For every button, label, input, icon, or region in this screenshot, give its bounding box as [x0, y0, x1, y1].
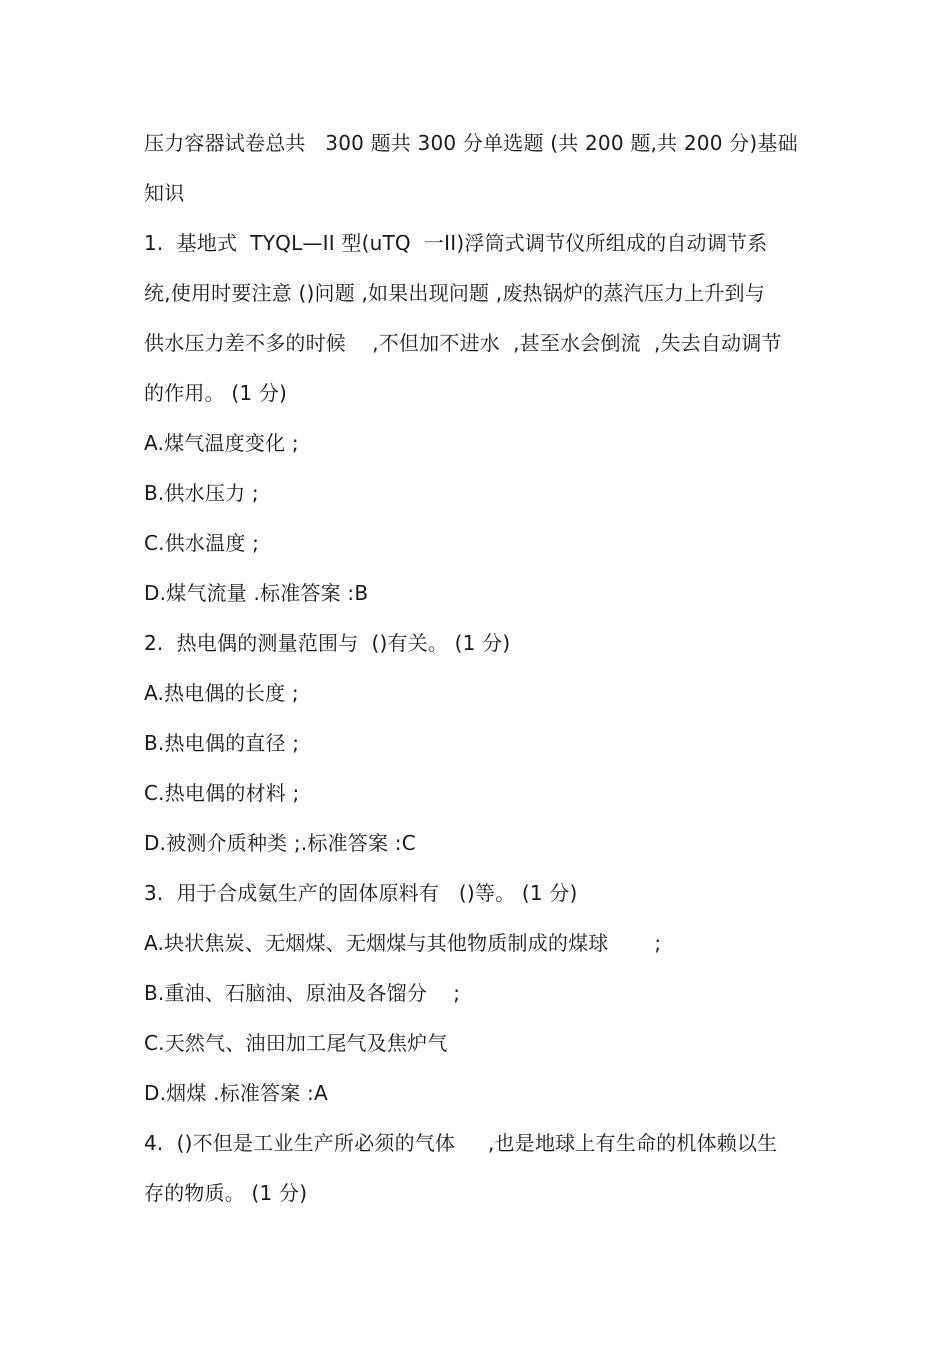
question-2-option-d-answer: D.被测介质种类 ;.标准答案 :C [144, 831, 416, 855]
question-4-text: 4. ()不但是工业生产所必须的气体 ,也是地球上有生命的机体赖以生 [144, 1131, 778, 1155]
question-1-option-c: C.供水温度 ; [144, 531, 260, 555]
title-line: 压力容器试卷总共 300 题共 300 分单选题 (共 200 题,共 200 分)基础 [144, 131, 798, 155]
question-1-text: 的作用。 (1 分) [144, 381, 288, 405]
question-3-option-d-answer: D.烟煤 .标准答案 :A [144, 1081, 328, 1105]
question-4-text: 存的物质。 (1 分) [144, 1181, 308, 1205]
question-3-option-c: C.天然气、油田加工尾气及焦炉气 [144, 1031, 448, 1055]
question-2-option-a: A.热电偶的长度 ; [144, 681, 299, 705]
question-1-option-b: B.供水压力 ; [144, 481, 259, 505]
question-2-text: 2. 热电偶的测量范围与 ()有关。 (1 分) [144, 631, 511, 655]
question-3-option-a: A.块状焦炭、无烟煤、无烟煤与其他物质制成的煤球 ; [144, 931, 662, 955]
question-3-option-b: B.重油、石脑油、原油及各馏分 ; [144, 981, 461, 1005]
question-1-option-a: A.煤气温度变化 ; [144, 431, 299, 455]
question-1-text: 供水压力差不多的时候 ,不但加不进水 ,甚至水会倒流 ,失去自动调节 [144, 331, 782, 355]
question-1-text: 统,使用时要注意 ()问题 ,如果出现问题 ,废热锅炉的蒸汽压力上升到与 [144, 281, 765, 305]
question-2-option-b: B.热电偶的直径 ; [144, 731, 300, 755]
question-2-option-c: C.热电偶的材料 ; [144, 781, 300, 805]
question-1-text: 1. 基地式 TYQL—II 型(uTQ 一II)浮筒式调节仪所组成的自动调节系 [144, 231, 768, 255]
title-line-continued: 知识 [144, 181, 185, 205]
document-body [144, 118, 844, 1218]
question-3-text: 3. 用于合成氨生产的固体原料有 ()等。 (1 分) [144, 881, 578, 905]
question-1-option-d-answer: D.煤气流量 .标准答案 :B [144, 581, 369, 605]
